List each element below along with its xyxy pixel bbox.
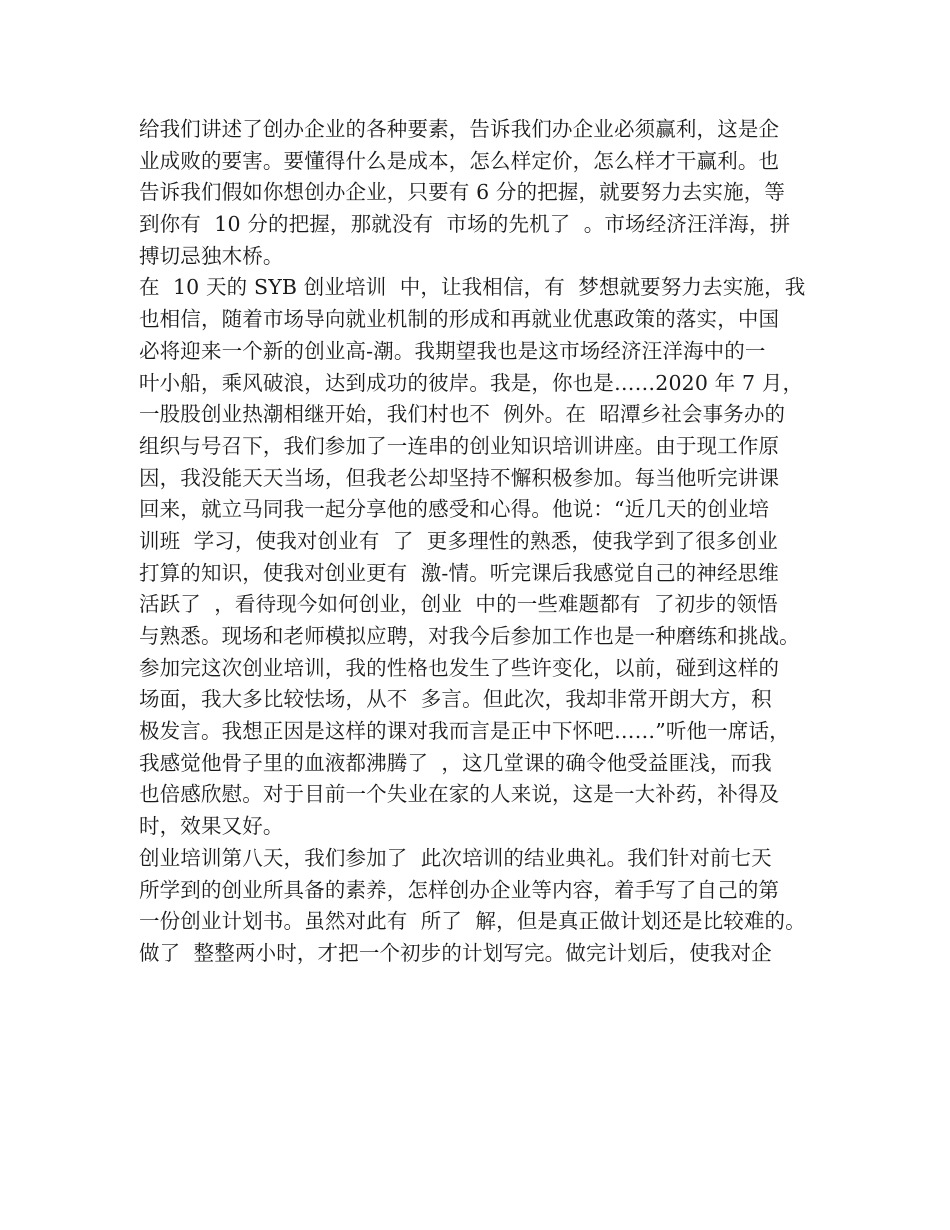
text-line: 创业培训第八天，我们参加了 此次培训的结业典礼。我们针对前七天 xyxy=(139,845,772,870)
text-line: 所学到的创业所具备的素养，怎样创办企业等内容，着手写了自己的第 xyxy=(139,877,780,902)
text-line: 极发言。我想正因是这样的课对我而言是正中下怀吧……”听他一席话， xyxy=(139,719,790,744)
text-line: 告诉我们假如你想创办企业，只要有 6 分的把握，就要努力去实施，等 xyxy=(139,180,786,205)
text-line: 参加完这次创业培训，我的性格也发生了些许变化，以前，碰到这样的 xyxy=(139,655,780,680)
text-line: 回来，就立马同我一起分享他的感受和心得。他说：“近几天的创业培 xyxy=(139,497,770,522)
text-line: 场面，我大多比较怯场，从不 多言。但此次，我却非常开朗大方，积 xyxy=(139,687,772,712)
text-line: 与熟悉。现场和老师模拟应聘，对我今后参加工作也是一种磨练和挑战。 xyxy=(139,624,800,648)
text-line: 我感觉他骨子里的血液都沸腾了 ，这几堂课的确令他受益匪浅，而我 xyxy=(139,750,772,775)
text-line: 一股股创业热潮相继开始，我们村也不 例外。在 昭潭乡社会事务办的 xyxy=(139,402,786,427)
text-line: 叶小船，乘风破浪，达到成功的彼岸。我是，你也是……2020 年 7 月， xyxy=(139,370,804,395)
text-line: 活跃了 ，看待现今如何创业，创业 中的一些难题都有 了初步的领悟 xyxy=(139,592,778,617)
text-line: 打算的知识，使我对创业更有 激-情。听完课后我感觉自己的神经思维 xyxy=(139,560,779,585)
text-line: 一份创业计划书。虽然对此有 所了 解，但是真正做计划还是比较难的。 xyxy=(139,909,806,934)
text-line: 到你有 10 分的把握，那就没有 市场的先机了 。市场经济汪洋海，拼 xyxy=(139,212,791,237)
text-line: 业成败的要害。要懂得什么是成本，怎么样定价，怎么样才干赢利。也 xyxy=(139,148,780,173)
text-line: 必将迎来一个新的创业高-潮。我期望我也是这市场经济汪洋海中的一 xyxy=(139,338,766,363)
text-line: 也倍感欣慰。对于目前一个失业在家的人来说，这是一大补药，补得及 xyxy=(139,782,780,807)
text-line: 因，我没能天天当场，但我老公却坚持不懈积极参加。每当他听完讲课 xyxy=(139,465,780,490)
text-line: 组织与号召下，我们参加了一连串的创业知识培训讲座。由于现工作原 xyxy=(139,433,780,458)
text-line: 也相信，随着市场导向就业机制的形成和再就业优惠政策的落实，中国 xyxy=(139,307,780,332)
text-line: 给我们讲述了创办企业的各种要素，告诉我们办企业必须赢利，这是企 xyxy=(139,117,780,141)
text-line: 在 10 天的 SYB 创业培训 中，让我相信，有 梦想就要努力去实施，我 xyxy=(139,275,806,300)
text-line: 做了 整整两小时，才把一个初步的计划写完。做完计划后，使我对企 xyxy=(139,940,772,965)
document-page xyxy=(139,114,829,970)
text-line: 时，效果又好。 xyxy=(139,814,284,839)
text-line: 训班 学习，使我对创业有 了 更多理性的熟悉，使我学到了很多创业 xyxy=(139,528,778,553)
text-line: 搏切忌独木桥。 xyxy=(139,243,284,268)
